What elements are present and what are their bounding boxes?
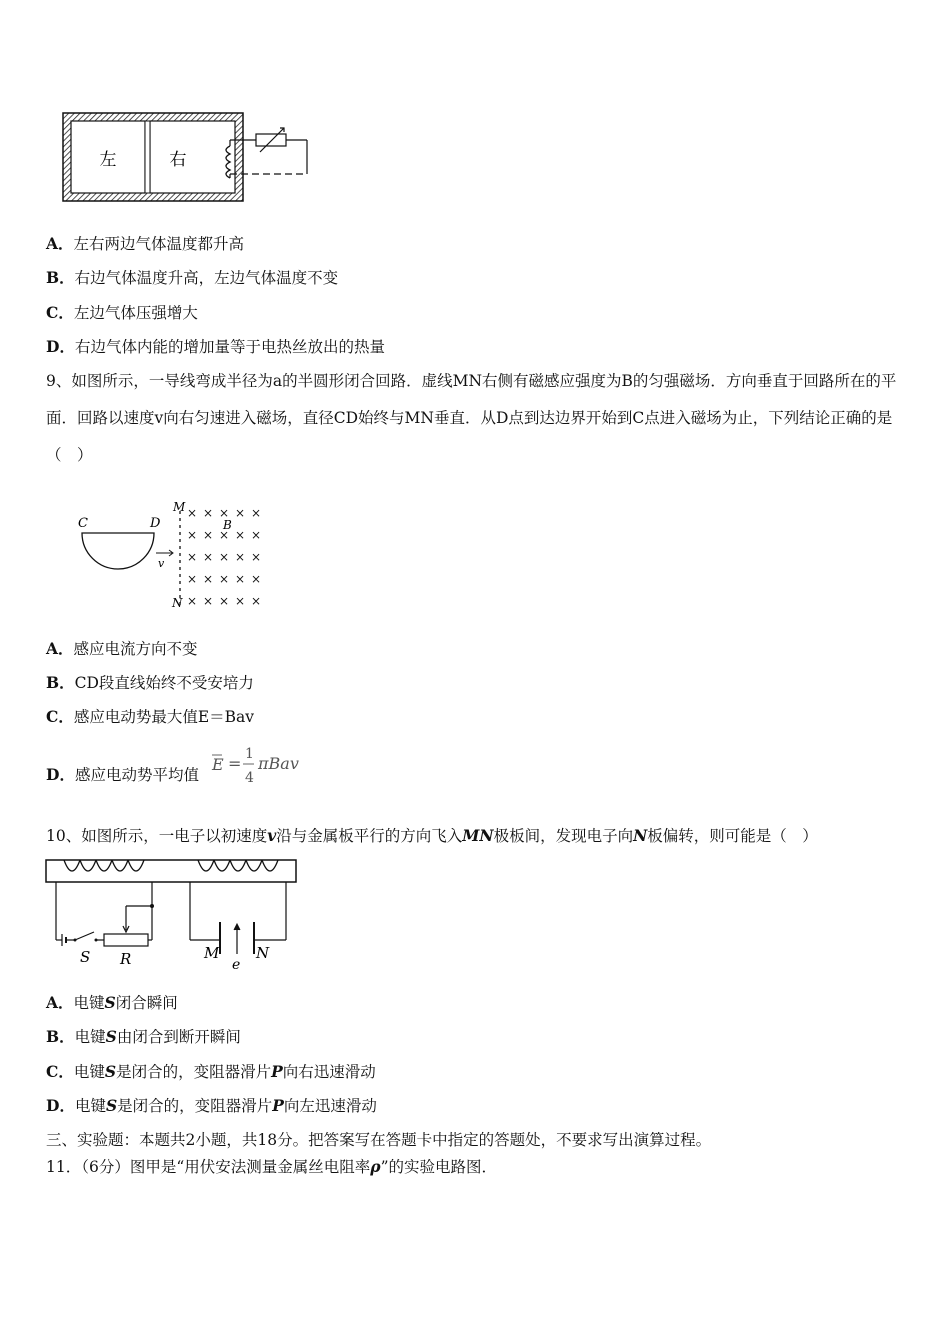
rheostat-r xyxy=(104,934,148,946)
label-s: S xyxy=(80,948,91,966)
label-r: R xyxy=(120,950,132,968)
iron-core xyxy=(46,860,296,882)
svg-text:×: × xyxy=(251,594,262,608)
q8-option-d: D．右边气体内能的增加量等于电热丝放出的热量 xyxy=(46,337,385,356)
q8-option-a: A．左右两边气体温度都升高 xyxy=(46,234,245,253)
label-n-plate: N xyxy=(256,944,270,962)
svg-text:×: × xyxy=(187,572,198,586)
svg-text:×: × xyxy=(251,506,262,520)
label-e: e xyxy=(232,957,241,973)
svg-text:×: × xyxy=(187,506,198,520)
q10-option-d: D．电键S是闭合的，变阻器滑片P向左迅速滑动 xyxy=(46,1096,377,1115)
left-chamber-label: 左 xyxy=(99,150,117,170)
svg-text:×: × xyxy=(187,528,198,542)
svg-text:×: × xyxy=(251,528,262,542)
svg-text:1: 1 xyxy=(245,746,254,762)
svg-text:×: × xyxy=(187,550,198,564)
svg-text:×: × xyxy=(219,506,230,520)
svg-text:×: × xyxy=(251,550,262,564)
svg-text:×: × xyxy=(219,550,230,564)
svg-text:×: × xyxy=(203,572,214,586)
svg-text:×: × xyxy=(219,528,230,542)
svg-text:×: × xyxy=(235,528,246,542)
svg-text:×: × xyxy=(235,594,246,608)
label-c: C xyxy=(78,516,88,531)
svg-text:4: 4 xyxy=(245,770,254,786)
svg-text:E: E xyxy=(212,755,224,774)
q10-stem: 10、如图所示，一电子以初速度v沿与金属板平行的方向飞入MN极板间，发现电子向N板偏转，则可能是（ ） xyxy=(46,826,818,845)
svg-text:×: × xyxy=(187,594,198,608)
semicircle-loop-figure xyxy=(70,495,290,615)
svg-text:×: × xyxy=(235,572,246,586)
q9-option-a: A．感应电流方向不变 xyxy=(46,639,198,658)
svg-text:πBav: πBav xyxy=(258,754,299,773)
semicircle-loop xyxy=(82,533,154,569)
q9-option-c: C．感应电动势最大值E＝Bav xyxy=(46,707,255,726)
svg-text:×: × xyxy=(203,594,214,608)
label-n: N xyxy=(172,596,183,610)
svg-text:×: × xyxy=(219,572,230,586)
svg-text:×: × xyxy=(251,572,262,586)
q9-stem: 9、如图所示，一导线弯成半径为a的半圆形闭合回路．虚线MN右侧有磁感应强度为B的匀强磁场．方向垂直于回路所在的平面．回路以速度v向右匀速进入磁场，直径CD始终与MN垂直．从D点到达边界开始到C点进入磁场为止，下列结论正确的是（ ） xyxy=(46,372,897,464)
q10-option-b: B．电键S由闭合到断开瞬间 xyxy=(46,1027,241,1046)
section-3-heading: 三、实验题：本题共2小题，共18分。把答案写在答题卡中指定的答题处，不要求写出演算过程。 xyxy=(46,1131,712,1149)
svg-text:×: × xyxy=(235,506,246,520)
q9-option-d: D．感应电动势平均值 xyxy=(46,765,199,784)
label-b: B xyxy=(223,518,232,532)
q10-option-a: A．电键S闭合瞬间 xyxy=(46,993,178,1012)
q10-option-c: C．电键S是闭合的，变阻器滑片P向右迅速滑动 xyxy=(46,1062,376,1081)
q8-option-c: C．左边气体压强增大 xyxy=(46,303,198,322)
svg-text:×: × xyxy=(203,506,214,520)
average-emf-formula xyxy=(208,742,318,788)
label-m: M xyxy=(173,500,186,514)
right-chamber-label: 右 xyxy=(169,150,187,170)
label-m-plate: M xyxy=(204,944,220,962)
variable-resistor xyxy=(256,134,286,146)
svg-text:×: × xyxy=(219,594,230,608)
svg-text:×: × xyxy=(235,550,246,564)
label-v: v xyxy=(158,557,165,570)
svg-text:×: × xyxy=(203,550,214,564)
solenoid-circuit-figure xyxy=(44,856,304,976)
q9-option-b: B．CD段直线始终不受安培力 xyxy=(46,673,254,692)
q8-option-b: B．右边气体温度升高，左边气体温度不变 xyxy=(46,268,339,287)
svg-text:×: × xyxy=(203,528,214,542)
switch-s xyxy=(75,932,94,940)
q11-stem: 11．（6分）图甲是“用伏安法测量金属丝电阻率ρ”的实验电路图． xyxy=(46,1157,498,1176)
gas-container-figure xyxy=(60,110,330,210)
svg-text:=: = xyxy=(228,754,242,773)
label-d: D xyxy=(150,516,161,531)
partition xyxy=(145,121,150,193)
